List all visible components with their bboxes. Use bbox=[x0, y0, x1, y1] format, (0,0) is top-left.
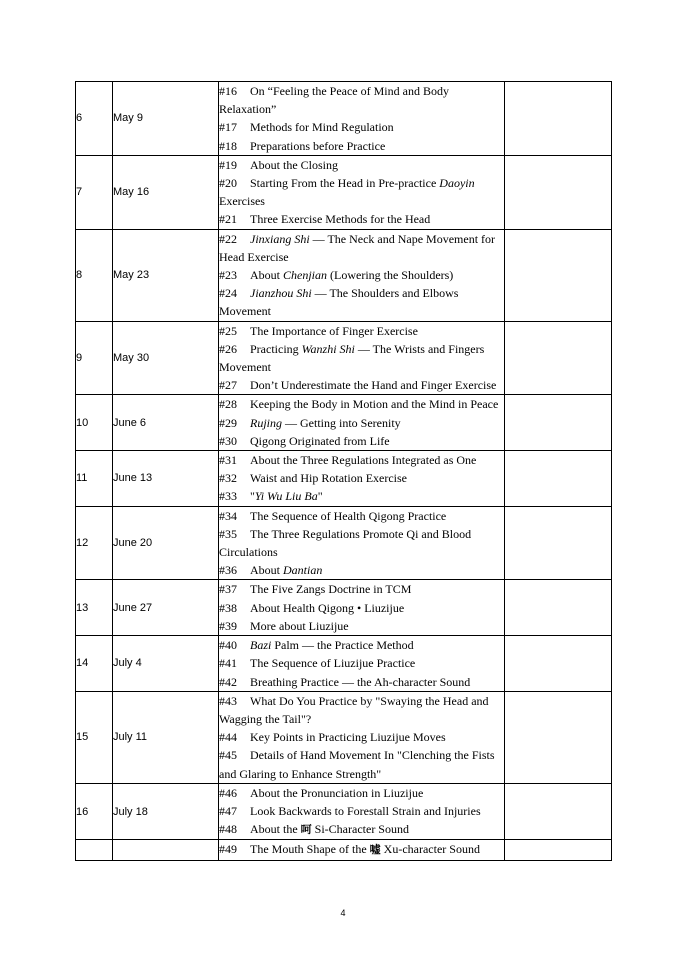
topic-item bbox=[219, 525, 504, 561]
topic-item bbox=[219, 230, 504, 266]
topic-text: Details of Hand Movement In "Clenching the Fists and Glaring to Enhance Strength" bbox=[219, 748, 495, 781]
topic-text: Look Backwards to Forestall Strain and Injuries bbox=[250, 803, 481, 818]
topic-number: #42 bbox=[219, 674, 237, 689]
topic-text: — The Wrists and Fingers Movement bbox=[219, 341, 485, 375]
topic-text: Preparations before Practice bbox=[250, 138, 386, 153]
topic-text: Wanzhi Shi bbox=[301, 341, 355, 356]
topic-text: The Three Regulations Promote Qi and Blood Circulations bbox=[219, 526, 472, 560]
topic-text: " bbox=[250, 489, 255, 504]
topic-item bbox=[219, 673, 504, 691]
topic-number: #31 bbox=[219, 453, 237, 468]
topics-cell bbox=[219, 840, 505, 860]
topic-number: #44 bbox=[219, 730, 237, 745]
topic-number: #23 bbox=[219, 268, 237, 283]
schedule-table bbox=[75, 81, 612, 861]
topic-item bbox=[219, 156, 504, 174]
notes-cell bbox=[505, 82, 612, 156]
topic-text: Don’t Underestimate the Hand and Finger Exercise bbox=[250, 378, 497, 393]
topic-text: The Mouth Shape of the bbox=[250, 842, 370, 857]
schedule-row bbox=[76, 395, 612, 451]
topic-text: The Importance of Finger Exercise bbox=[250, 323, 418, 338]
schedule-body bbox=[76, 82, 612, 861]
topics-cell bbox=[219, 321, 505, 395]
notes-cell bbox=[505, 451, 612, 507]
session-date: May 30 bbox=[113, 321, 219, 395]
topic-text: Methods for Mind Regulation bbox=[250, 120, 394, 135]
topics-cell bbox=[219, 229, 505, 321]
session-date: June 20 bbox=[113, 506, 219, 580]
session-date: June 27 bbox=[113, 580, 219, 636]
topic-item bbox=[219, 340, 504, 376]
topic-text: About the bbox=[250, 822, 301, 837]
week-number: 6 bbox=[76, 82, 113, 156]
topic-text: " bbox=[317, 489, 323, 504]
topic-item bbox=[219, 802, 504, 820]
topic-text: Si-Character Sound bbox=[311, 822, 409, 837]
week-number: 8 bbox=[76, 229, 113, 321]
topic-number: #25 bbox=[219, 323, 237, 338]
topic-item bbox=[219, 784, 504, 802]
session-date: May 23 bbox=[113, 229, 219, 321]
session-date: May 16 bbox=[113, 155, 219, 229]
schedule-row bbox=[76, 580, 612, 636]
notes-cell bbox=[505, 506, 612, 580]
topic-item bbox=[219, 599, 504, 617]
topic-number: #16 bbox=[219, 84, 237, 98]
topic-item bbox=[219, 820, 504, 839]
topic-item bbox=[219, 746, 504, 782]
session-date: July 11 bbox=[113, 691, 219, 783]
topic-text: Palm — the Practice Method bbox=[271, 638, 414, 653]
notes-cell bbox=[505, 783, 612, 840]
topic-number: #49 bbox=[219, 842, 237, 857]
week-number: 11 bbox=[76, 451, 113, 507]
topic-text: Dantian bbox=[283, 563, 323, 578]
notes-cell bbox=[505, 155, 612, 229]
session-date: July 4 bbox=[113, 636, 219, 692]
topic-number: #48 bbox=[219, 822, 237, 837]
topic-text: The Sequence of Health Qigong Practice bbox=[250, 508, 447, 523]
topic-text: Jianzhou Shi bbox=[250, 286, 312, 301]
topics-cell bbox=[219, 395, 505, 451]
topic-item bbox=[219, 636, 504, 654]
schedule-row bbox=[76, 691, 612, 783]
week-number: 16 bbox=[76, 783, 113, 840]
topic-text: The Sequence of Liuzijue Practice bbox=[250, 656, 416, 671]
topics-cell bbox=[219, 451, 505, 507]
topic-item bbox=[219, 137, 504, 155]
schedule-row bbox=[76, 321, 612, 395]
topics-cell bbox=[219, 506, 505, 580]
schedule-row bbox=[76, 840, 612, 860]
topic-number: #43 bbox=[219, 693, 237, 708]
topic-number: #24 bbox=[219, 286, 237, 301]
topic-number: #28 bbox=[219, 397, 237, 412]
week-number: 15 bbox=[76, 691, 113, 783]
topic-number: #47 bbox=[219, 803, 237, 818]
topic-text: Breathing Practice — the Ah-character Sound bbox=[250, 674, 471, 689]
topic-number: #27 bbox=[219, 378, 237, 393]
notes-cell bbox=[505, 580, 612, 636]
session-date bbox=[113, 840, 219, 860]
topic-text: Three Exercise Methods for the Head bbox=[250, 212, 431, 227]
week-number: 7 bbox=[76, 155, 113, 229]
schedule-row bbox=[76, 155, 612, 229]
session-date: May 9 bbox=[113, 82, 219, 156]
topic-text: On “Feeling the Peace of Mind and Body Relaxation” bbox=[219, 84, 449, 117]
topic-number: #33 bbox=[219, 489, 237, 504]
topic-text: What Do You Practice by "Swaying the Head and Wagging the Tail"? bbox=[219, 693, 489, 726]
topic-item bbox=[219, 322, 504, 340]
topic-item bbox=[219, 728, 504, 746]
topic-text: Practicing bbox=[250, 341, 302, 356]
topic-text: Keeping the Body in Motion and the Mind in Peace bbox=[250, 397, 499, 412]
notes-cell bbox=[505, 321, 612, 395]
topics-cell bbox=[219, 783, 505, 840]
topic-item bbox=[219, 395, 504, 413]
topic-text: Chenjian bbox=[283, 268, 327, 283]
topic-number: #37 bbox=[219, 582, 237, 597]
topic-text: — The Shoulders and Elbows Movement bbox=[219, 286, 459, 319]
topic-number: #19 bbox=[219, 157, 237, 172]
topic-number: #41 bbox=[219, 656, 237, 671]
week-number bbox=[76, 840, 113, 860]
session-date: June 6 bbox=[113, 395, 219, 451]
topic-item bbox=[219, 692, 504, 728]
topic-number: #32 bbox=[219, 471, 237, 486]
topic-item bbox=[219, 580, 504, 598]
topic-item bbox=[219, 118, 504, 136]
topic-text: The Five Zangs Doctrine in TCM bbox=[250, 582, 412, 597]
week-number: 13 bbox=[76, 580, 113, 636]
topic-text: About the Pronunciation in Liuzijue bbox=[250, 785, 424, 800]
topic-number: #39 bbox=[219, 618, 237, 633]
topic-text: Daoyin bbox=[439, 176, 475, 191]
topics-cell bbox=[219, 155, 505, 229]
notes-cell bbox=[505, 395, 612, 451]
chinese-character: 呵 bbox=[300, 823, 312, 837]
topic-text: — Getting into Serenity bbox=[282, 415, 401, 430]
topic-item bbox=[219, 82, 504, 118]
topic-item bbox=[219, 469, 504, 487]
page-number: 4 bbox=[340, 908, 346, 918]
topic-text: — The Neck and Nape Movement for Head Exercise bbox=[219, 231, 496, 264]
topics-cell bbox=[219, 636, 505, 692]
topic-number: #40 bbox=[219, 638, 237, 653]
topic-item bbox=[219, 507, 504, 525]
topic-text: About the Closing bbox=[250, 157, 339, 172]
topic-number: #22 bbox=[219, 231, 237, 246]
topic-text: Rujing bbox=[250, 415, 282, 430]
topic-number: #26 bbox=[219, 341, 237, 356]
notes-cell bbox=[505, 840, 612, 860]
chinese-character: 嘘 bbox=[369, 843, 381, 857]
topic-number: #29 bbox=[219, 415, 237, 430]
topic-item bbox=[219, 284, 504, 320]
topic-number: #45 bbox=[219, 748, 237, 763]
topic-item bbox=[219, 376, 504, 394]
week-number: 10 bbox=[76, 395, 113, 451]
schedule-row bbox=[76, 636, 612, 692]
topic-item bbox=[219, 561, 504, 579]
topic-text: About Health Qigong • Liuzijue bbox=[250, 600, 405, 615]
topic-item bbox=[219, 487, 504, 505]
topic-text: Jinxiang Shi bbox=[250, 231, 310, 246]
topic-number: #36 bbox=[219, 563, 237, 578]
topic-number: #34 bbox=[219, 508, 237, 523]
week-number: 12 bbox=[76, 506, 113, 580]
topic-text: Exercises bbox=[219, 194, 265, 209]
topic-number: #35 bbox=[219, 526, 237, 541]
notes-cell bbox=[505, 691, 612, 783]
topic-item bbox=[219, 840, 504, 859]
topic-text: Key Points in Practicing Liuzijue Moves bbox=[250, 730, 446, 745]
week-number: 14 bbox=[76, 636, 113, 692]
topic-text: Yi Wu Liu Ba bbox=[254, 489, 318, 504]
schedule-row bbox=[76, 229, 612, 321]
topics-cell bbox=[219, 82, 505, 156]
notes-cell bbox=[505, 636, 612, 692]
topics-cell bbox=[219, 580, 505, 636]
schedule-row bbox=[76, 506, 612, 580]
topic-item bbox=[219, 432, 504, 450]
notes-cell bbox=[505, 229, 612, 321]
topic-text: Starting From the Head in Pre-practice bbox=[250, 176, 440, 191]
topic-number: #30 bbox=[219, 433, 237, 448]
topic-item bbox=[219, 617, 504, 635]
topic-number: #18 bbox=[219, 138, 237, 153]
topic-text: About bbox=[250, 268, 283, 283]
topic-text: About bbox=[250, 563, 283, 578]
schedule-row bbox=[76, 783, 612, 840]
topic-number: #17 bbox=[219, 120, 237, 135]
topic-item bbox=[219, 174, 504, 210]
session-date: July 18 bbox=[113, 783, 219, 840]
topic-item bbox=[219, 210, 504, 228]
topic-text: Qigong Originated from Life bbox=[250, 433, 390, 448]
topic-item bbox=[219, 654, 504, 672]
schedule-row bbox=[76, 451, 612, 507]
session-date: June 13 bbox=[113, 451, 219, 507]
topic-text: (Lowering the Shoulders) bbox=[327, 268, 454, 283]
topic-text: Xu-character Sound bbox=[380, 842, 480, 857]
topic-number: #38 bbox=[219, 600, 237, 615]
topics-cell bbox=[219, 691, 505, 783]
topic-text: About the Three Regulations Integrated as One bbox=[250, 453, 477, 468]
topic-number: #46 bbox=[219, 785, 237, 800]
topic-text: Bazi bbox=[250, 638, 272, 653]
topic-item bbox=[219, 451, 504, 469]
topic-item bbox=[219, 414, 504, 432]
schedule-row bbox=[76, 82, 612, 156]
topic-text: More about Liuzijue bbox=[250, 618, 349, 633]
topic-item bbox=[219, 266, 504, 284]
topic-number: #20 bbox=[219, 176, 237, 191]
topic-text: Waist and Hip Rotation Exercise bbox=[250, 471, 407, 486]
week-number: 9 bbox=[76, 321, 113, 395]
topic-number: #21 bbox=[219, 212, 237, 227]
